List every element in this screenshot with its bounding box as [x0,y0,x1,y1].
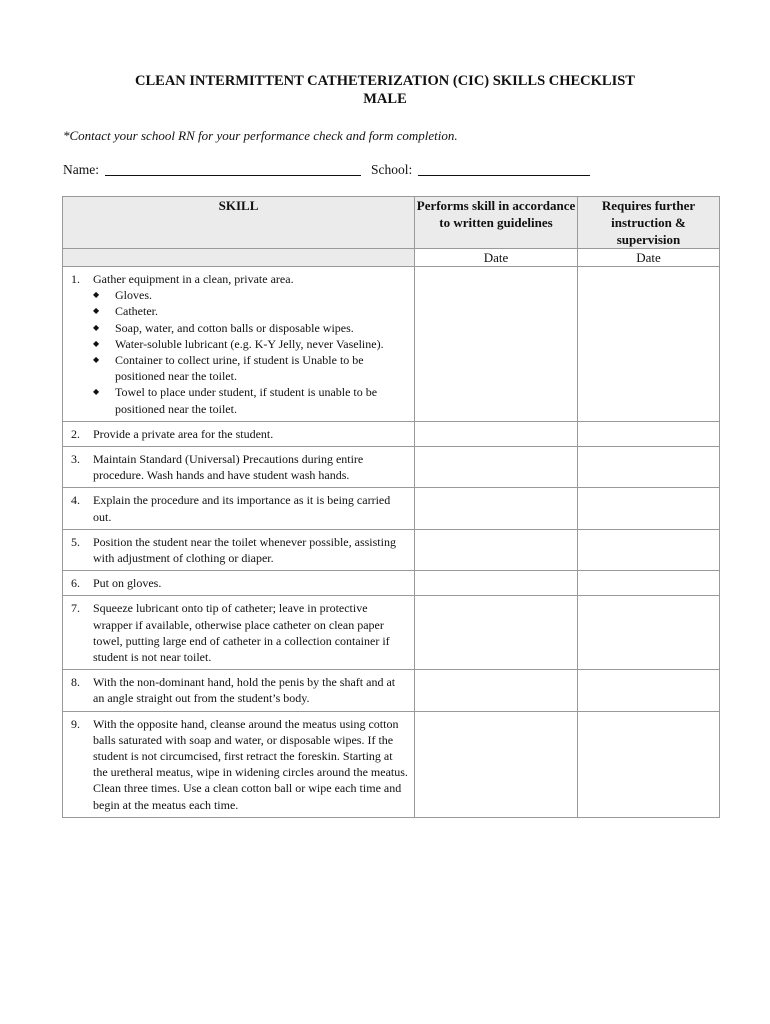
step-line [71,534,408,566]
requires-date-cell[interactable] [578,447,720,488]
school-field[interactable] [418,162,590,176]
table-row [63,711,720,817]
performs-date-cell[interactable] [415,571,578,596]
step-text: Position the student near the toilet whenever possible, assisting with adjustment of clothing or diaper. [93,534,396,566]
requires-date-cell[interactable] [578,529,720,570]
table-row [63,267,720,422]
list-item: ◆ Water-soluble lubricant (e.g. K-Y Jelly, never Vaseline). [93,336,408,352]
title-line-1: CLEAN INTERMITTENT CATHETERIZATION (CIC) SKILLS CHECKLIST [135,73,635,89]
skill-cell [63,571,415,596]
list-item: ◆ Container to collect urine, if student is Unable to be positioned near the toilet. [93,352,408,384]
step-text: With the opposite hand, cleanse around the meatus using cotton balls saturated with soap and water, or disposable wipes. If the student is not circumcised, first retract the foreskin. Starting at the uretheral meatus, wipe in widening circles around the meatus. Clean three times. Use a clean cotton ball or wipe each time and begin at the meatus each time. [93,716,408,812]
step-number: 1. [71,272,80,286]
table-row [63,488,720,529]
step-number: 3. [71,452,80,467]
skill-cell [63,488,415,529]
step-number: 6. [71,576,80,591]
list-item: ◆ Catheter. [93,303,408,319]
performs-date-cell[interactable] [415,267,578,422]
equipment-list [71,287,408,417]
performs-date-cell[interactable] [415,596,578,670]
table-row [63,670,720,711]
step-text: Squeeze lubricant onto tip of catheter; leave in protective wrapper if available, otherwise place catheter on clean paper towel, putting large end of catheter in a collection container if student is not near toilet. [93,601,390,665]
requires-date-cell[interactable] [578,421,720,446]
requires-column-header: Requires further instruction & supervision [578,197,720,249]
skill-cell [63,596,415,670]
requires-date-label: Date [578,249,720,267]
table-row [63,529,720,570]
document-title [0,72,770,108]
skill-cell [63,670,415,711]
skill-subheader [63,249,415,267]
skill-cell [63,529,415,570]
step-line [71,674,408,706]
step-number: 4. [71,493,80,508]
list-item: ◆ Gloves. [93,287,408,303]
step-text: Put on gloves. [93,576,162,591]
name-school-row [63,162,590,178]
performs-date-cell[interactable] [415,421,578,446]
steps-body [63,267,720,818]
step-number: 2. [71,426,80,441]
performs-date-cell[interactable] [415,711,578,817]
performs-date-cell[interactable] [415,447,578,488]
step-line [71,426,408,442]
step-text: Explain the procedure and its importance as it is being carried out. [93,493,391,524]
step-line [71,716,408,813]
skill-cell [63,711,415,817]
list-item: ◆ Towel to place under student, if student is unable to be positioned near the toilet. [93,384,408,416]
requires-date-cell[interactable] [578,596,720,670]
performs-date-cell[interactable] [415,488,578,529]
school-label: School: [371,162,413,177]
table-row [63,596,720,670]
step-text: Gather equipment in a clean, private area. [93,272,294,286]
step-line [71,451,408,483]
step-text: Provide a private area for the student. [93,426,274,441]
requires-date-cell[interactable] [578,488,720,529]
skill-cell [63,447,415,488]
performs-date-cell[interactable] [415,670,578,711]
name-label: Name: [63,162,99,177]
step-line [71,600,408,665]
step-number: 8. [71,675,80,690]
requires-date-cell[interactable] [578,670,720,711]
name-field[interactable] [105,162,361,176]
performs-column-header: Performs skill in accordance to written guidelines [415,197,578,249]
step-text: Maintain Standard (Universal) Precautions during entire procedure. Wash hands and have student wash hands. [93,452,364,483]
skill-cell [63,267,415,422]
performs-date-label: Date [415,249,578,267]
requires-date-cell[interactable] [578,571,720,596]
step-number: 5. [71,534,80,549]
list-item: ◆ Soap, water, and cotton balls or disposable wipes. [93,320,408,336]
contact-note: *Contact your school RN for your performance check and form completion. [63,128,458,143]
skills-table [62,196,720,818]
step-number: 7. [71,601,80,616]
table-row [63,571,720,596]
step-line [71,575,408,591]
requires-date-cell[interactable] [578,711,720,817]
requires-date-cell[interactable] [578,267,720,422]
table-row [63,421,720,446]
skill-column-header: SKILL [63,197,415,249]
title-line-2: MALE [363,91,407,107]
step-line [71,492,408,524]
step-line [71,271,408,287]
step-number: 9. [71,716,80,731]
performs-date-cell[interactable] [415,529,578,570]
step-text: With the non-dominant hand, hold the penis by the shaft and at an angle straight out from the student’s body. [93,675,396,706]
table-row [63,447,720,488]
skill-cell [63,421,415,446]
